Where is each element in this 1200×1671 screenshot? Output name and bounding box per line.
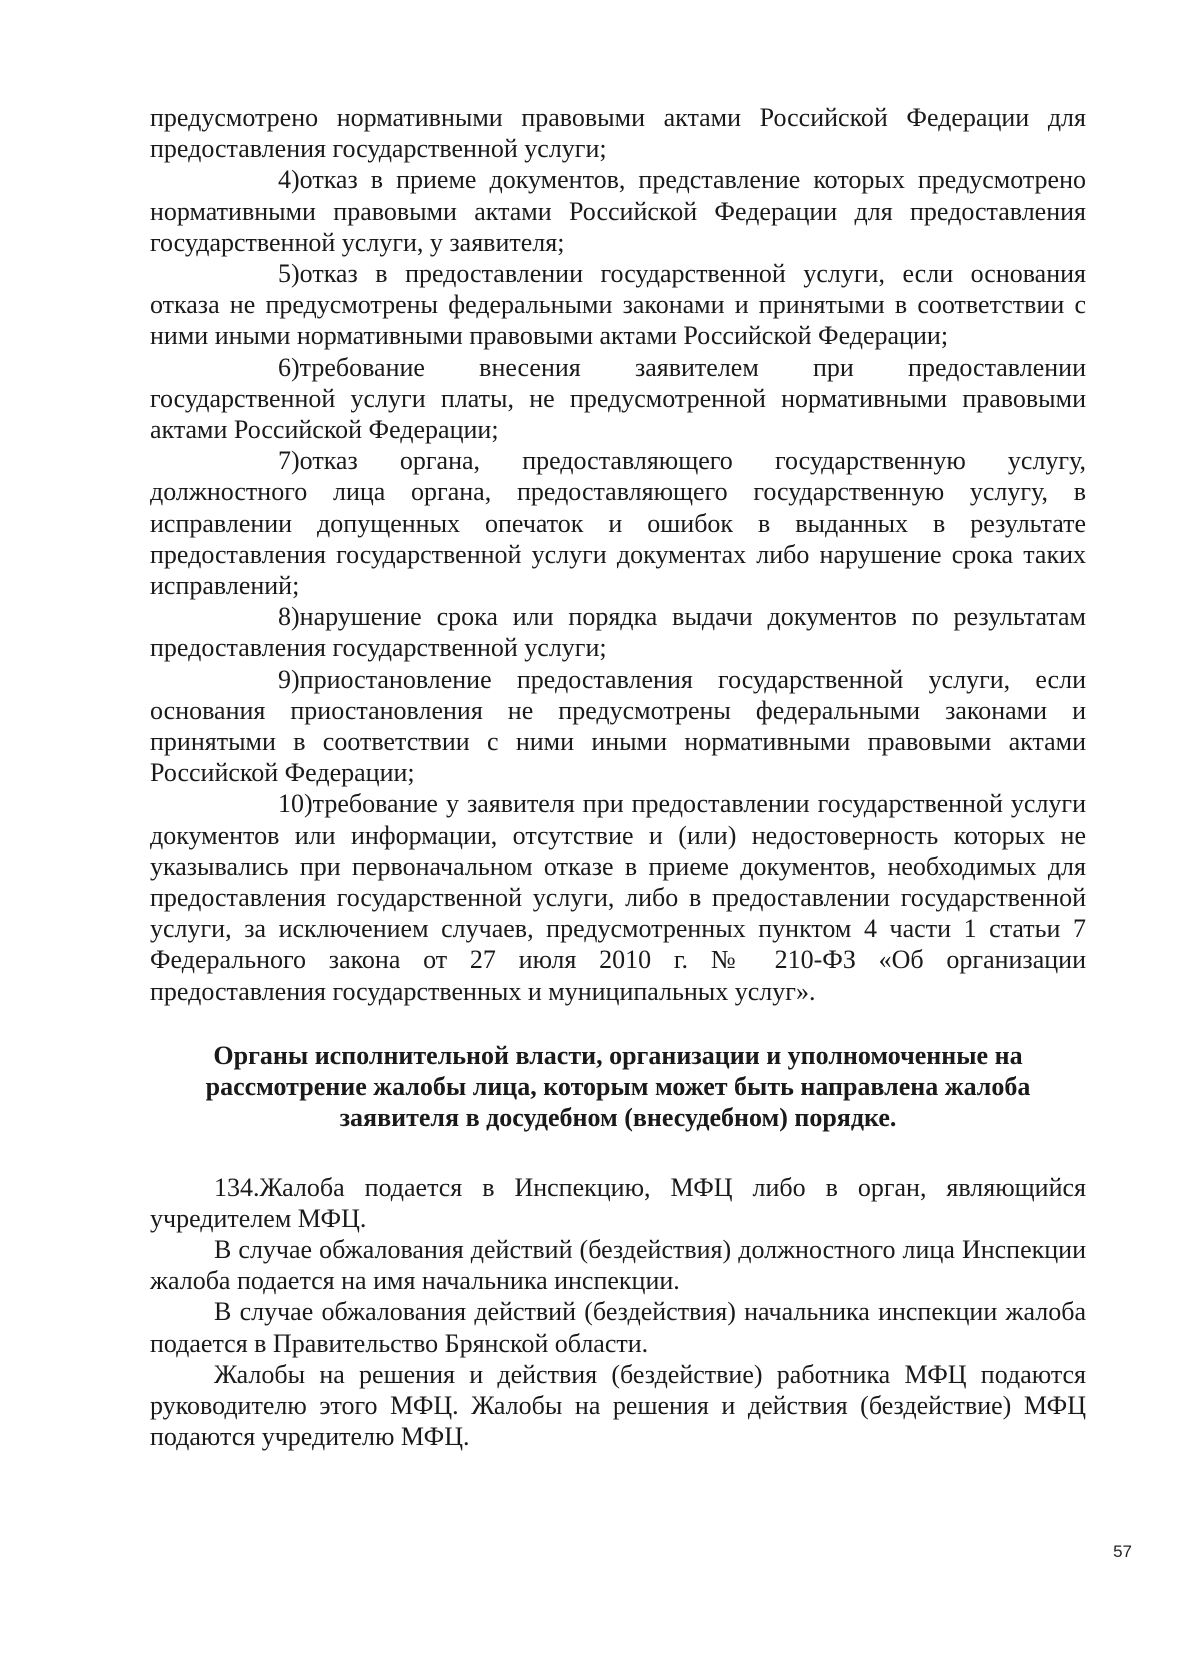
paragraph-inspection-head: В случае обжалования действий (бездействия) начальника инспекции жалоба подается в Правительство Брянской области. bbox=[150, 1297, 1086, 1358]
list-item-8 bbox=[150, 601, 1086, 663]
paragraph-inspection-official: В случае обжалования действий (бездействия) должностного лица Инспекции жалоба подается на имя начальника инспекции. bbox=[150, 1234, 1086, 1296]
item-text: отказ органа, предоставляющего государственную услугу, должностного лица органа, предоставляющего государственную услугу, в исправлении допущенных опечаток и ошибок в выданных в результате предоставления государственной услуги документах либо нарушение срока таких исправлений; bbox=[150, 446, 1086, 601]
list-item-4 bbox=[150, 164, 1086, 258]
document-body bbox=[150, 102, 1086, 1452]
item-number: 8) bbox=[278, 602, 300, 632]
list-item-10 bbox=[150, 788, 1086, 1006]
item-number: 7) bbox=[278, 446, 300, 476]
item-number: 9) bbox=[278, 664, 300, 694]
item-text: требование внесения заявителем при предоставлении государственной услуги платы, не предусмотренной нормативными правовыми актами Российской Федерации; bbox=[150, 352, 1086, 445]
list-item-9 bbox=[150, 664, 1086, 789]
section-body bbox=[150, 1172, 1086, 1453]
item-number: 10) bbox=[278, 789, 313, 819]
item-text: приостановление предоставления государственной услуги, если основания приостановления не предусмотрены федеральными законами и принятыми в соответствии с ними иными нормативными правовыми актами Российской Федерации; bbox=[150, 664, 1086, 788]
item-number: 6) bbox=[278, 352, 300, 382]
item-text: нарушение срока или порядка выдачи документов по результатам предоставления государственной услуги; bbox=[150, 602, 1086, 663]
paragraph-mfc-complaints: Жалобы на решения и действия (бездействие) работника МФЦ подаются руководителю этого МФЦ. Жалобы на решения и действия (бездействие) МФЦ подаются учредителю МФЦ. bbox=[150, 1359, 1086, 1452]
item-number: 4) bbox=[278, 165, 300, 195]
paragraph-134: 134.Жалоба подается в Инспекцию, МФЦ либо в орган, являющийся учредителем МФЦ. bbox=[150, 1172, 1086, 1233]
item-text: отказ в приеме документов, представление которых предусмотрено нормативными правовыми актами Российской Федерации для предоставления государственной услуги, у заявителя; bbox=[150, 165, 1086, 257]
item-text: отказ в предоставлении государственной услуги, если основания отказа не предусмотрены федеральными законами и принятыми в соответствии с ними иными нормативными правовыми актами Российской Федерации; bbox=[150, 259, 1086, 351]
list-item-7 bbox=[150, 445, 1086, 601]
list-item-5 bbox=[150, 258, 1086, 352]
section-heading: Органы исполнительной власти, организации и уполномоченные на рассмотрение жалобы лица, которым может быть направлена жалоба заявителя в досудебном (внесудебном) порядке. bbox=[205, 1040, 1031, 1133]
intro-paragraph: предусмотрено нормативными правовыми актами Российской Федерации для предоставления государственной услуги; bbox=[150, 103, 1086, 164]
page-number: 57 bbox=[1113, 1542, 1132, 1561]
item-number: 5) bbox=[278, 259, 300, 289]
item-text: требование у заявителя при предоставлении государственной услуги документов или информации, отсутствие и (или) недостоверность которых не указывались при первоначальном отказе в приеме документов, необходимых для предоставления государственной услуги, либо в предоставлении государственной услуги, за исключением случаев, предусмотренных пунктом 4 части 1 статьи 7 Федерального закона от 27 июля 2010 г. № 210-ФЗ «Об организации предоставления государственных и муниципальных услуг». bbox=[150, 789, 1086, 1006]
list-item-6 bbox=[150, 352, 1086, 446]
